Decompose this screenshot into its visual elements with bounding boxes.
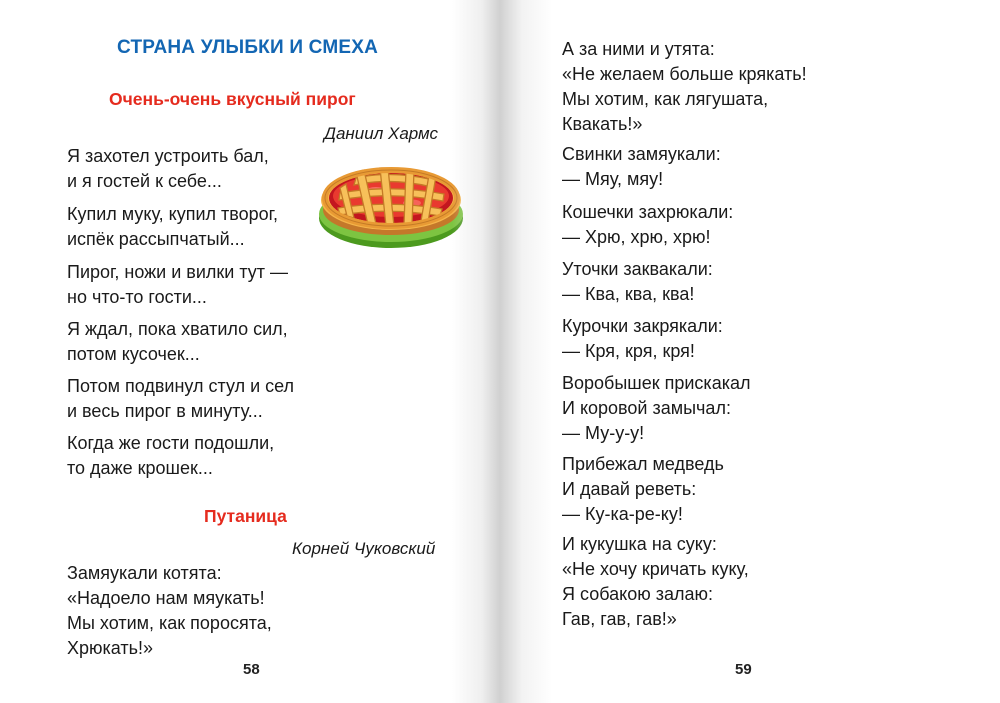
stanza	[562, 314, 723, 364]
poem-author: Даниил Хармс	[324, 124, 439, 143]
stanza	[562, 257, 713, 307]
poem-title: Очень-очень вкусный пирог	[109, 89, 356, 109]
stanza-line: Уточки заквакали:	[562, 259, 713, 279]
stanza-line: и весь пирог в минуту...	[67, 401, 263, 421]
stanza-line: И кукушка на суку:	[562, 534, 717, 554]
stanza	[562, 200, 733, 250]
stanza-line: Когда же гости подошли,	[67, 433, 275, 453]
stanza-line: Мы хотим, как поросята,	[67, 613, 272, 633]
stanza	[67, 144, 269, 194]
stanza-line: Потом подвинул стул и сел	[67, 376, 295, 396]
stanza-line: Я ждал, пока хватило сил,	[67, 319, 288, 339]
stanza-line: но что-то гости...	[67, 287, 207, 307]
stanza-line: Я собакою залаю:	[562, 584, 713, 604]
stanza-line: «Не желаем больше крякать!	[562, 64, 807, 84]
stanza-line: то даже крошек...	[67, 458, 213, 478]
stanza-line: — Ква, ква, ква!	[562, 284, 695, 304]
stanza-line: Купил муку, купил творог,	[67, 204, 279, 224]
poem-title: Путаница	[204, 506, 287, 526]
stanza-line: Пирог, ножи и вилки тут —	[67, 262, 289, 282]
stanza-line: Прибежал медведь	[562, 454, 724, 474]
poem-author: Корней Чуковский	[292, 539, 436, 558]
stanza-line: — Ку-ка-ре-ку!	[562, 504, 683, 524]
stanza-line: Я захотел устроить бал,	[67, 146, 269, 166]
page-number: 59	[735, 661, 752, 678]
stanza-line: — Кря, кря, кря!	[562, 341, 695, 361]
stanza-line: И коровой замычал:	[562, 398, 731, 418]
stanza-line: Замяукали котята:	[67, 563, 222, 583]
section-title: СТРАНА УЛЫБКИ И СМЕХА	[117, 37, 379, 58]
stanza	[562, 142, 721, 192]
stanza	[67, 431, 274, 481]
stanza-line: И давай реветь:	[562, 479, 697, 499]
stanza-line: Мы хотим, как лягушата,	[562, 89, 769, 109]
stanza	[562, 452, 724, 527]
stanza	[562, 37, 807, 137]
stanza	[67, 260, 288, 310]
stanza-line: Хрюкать!»	[67, 638, 154, 658]
stanza-line: «Не хочу кричать куку,	[562, 559, 749, 579]
stanza	[562, 532, 749, 632]
stanza	[67, 317, 288, 367]
pie-illustration-icon	[316, 158, 466, 252]
stanza-line: «Надоело нам мяукать!	[67, 588, 265, 608]
stanza-line: — Мяу, мяу!	[562, 169, 664, 189]
stanza	[67, 561, 272, 661]
stanza-line: Кошечки захрюкали:	[562, 202, 734, 222]
stanza-line: — Хрю, хрю, хрю!	[562, 227, 711, 247]
stanza	[67, 374, 294, 424]
stanza-line: Свинки замяукали:	[562, 144, 721, 164]
stanza-line: и я гостей к себе...	[67, 171, 222, 191]
stanza	[562, 371, 751, 446]
stanza-line: А за ними и утята:	[562, 39, 715, 59]
stanza-line: потом кусочек...	[67, 344, 200, 364]
stanza-line: Воробышек прискакал	[562, 373, 751, 393]
stanza-line: — Му-у-у!	[562, 423, 645, 443]
stanza-line: испёк рассыпчатый...	[67, 229, 245, 249]
stanza-line: Курочки закрякали:	[562, 316, 723, 336]
page-number: 58	[243, 661, 260, 678]
stanza	[67, 202, 278, 252]
stanza-line: Квакать!»	[562, 114, 643, 134]
stanza-line: Гав, гав, гав!»	[562, 609, 677, 629]
